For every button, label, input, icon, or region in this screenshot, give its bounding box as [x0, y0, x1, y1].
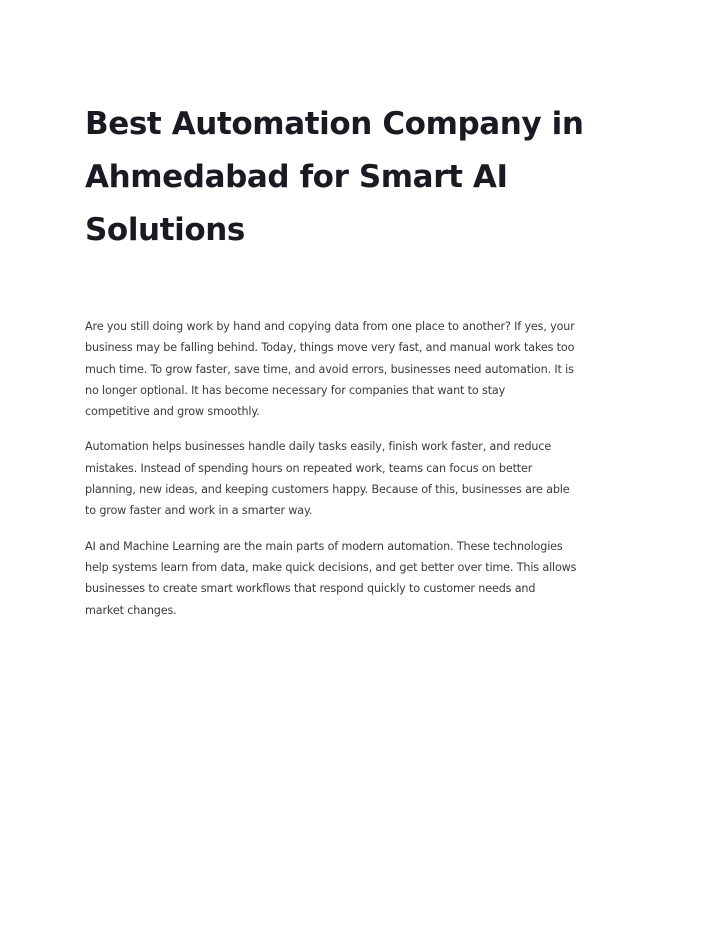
- text-line: planning, new ideas, and keeping customers happy. Because of this, businesses are able: [85, 483, 570, 497]
- title-line: Best Automation Company in: [85, 106, 584, 142]
- text-line: market changes.: [85, 603, 177, 617]
- title-line: Ahmedabad for Smart AI: [85, 159, 508, 195]
- text-line: competitive and grow smoothly.: [85, 405, 260, 419]
- paragraph-intro: [85, 316, 645, 422]
- text-line: AI and Machine Learning are the main parts of modern automation. These technologies: [85, 539, 563, 553]
- text-line: Are you still doing work by hand and copying data from one place to another? If yes, your: [85, 320, 575, 333]
- text-line: business may be falling behind. Today, things move very fast, and manual work takes too: [85, 341, 575, 355]
- paragraph-automation-benefits: [85, 436, 645, 521]
- text-line: businesses to create smart workflows that respond quickly to customer needs and: [85, 582, 536, 596]
- text-line: no longer optional. It has become necessary for companies that want to stay: [85, 383, 506, 397]
- text-line: help systems learn from data, make quick decisions, and get better over time. This allows: [85, 560, 577, 574]
- text-line: to grow faster and work in a smarter way.: [85, 504, 313, 518]
- text-line: mistakes. Instead of spending hours on repeated work, teams can focus on better: [85, 461, 533, 475]
- text-line: Automation helps businesses handle daily tasks easily, finish work faster, and reduce: [85, 440, 552, 454]
- text-line: much time. To grow faster, save time, and avoid errors, businesses need automation. It is: [85, 362, 574, 376]
- title-line: Solutions: [85, 212, 245, 248]
- article-body: [85, 316, 645, 635]
- page-title: [85, 98, 645, 257]
- paragraph-ai-ml: [85, 536, 645, 621]
